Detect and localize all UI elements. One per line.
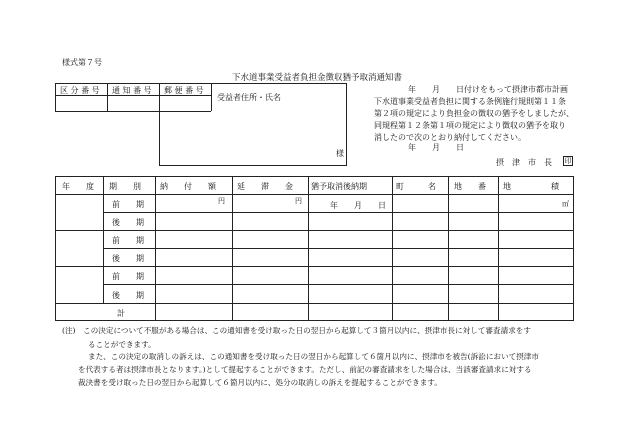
notice-line-1: 年 月 日付けをもって摂津市都市計画 [408,85,568,94]
notice-date: 年 月 日 [408,143,464,152]
period-row-1: 前 期 [112,200,144,209]
note-line-2: ることができます。 [88,340,156,349]
unit-yen-payment: 円 [218,197,225,205]
recipient-label: 受益者住所・氏名 [217,93,281,102]
notice-line-2: 下水道事業受益者負担に関する条例施行規則第１１条 [374,97,566,106]
header-postal-code: 郵 便 番 号 [164,86,204,95]
col-header-payment: 納 付 額 [160,182,216,191]
header-notice-number: 通 知 番 号 [112,86,152,95]
note-line-4: を代表する者は摂津市長となります。)として提起することができます。ただし、前記の審査請求をした場合は、当該審査請求に対する [78,365,532,374]
honorific-sama: 様 [336,149,344,158]
official-seal: 印 [564,157,572,165]
notice-line-5: 消したので次のとおり納付してください。 [374,133,526,142]
period-row-6: 後 期 [112,291,144,300]
period-row-5: 前 期 [112,272,144,281]
period-row-4: 後 期 [112,254,144,263]
note-line-3: また、この決定の取消しの訴えは、この通知書を受け取った日の翌日から起算して６箇月以内に、摂津市を被告(訴訟において摂津市 [88,352,539,361]
note-line-5: 裁決書を受け取った日の翌日から起算して６箇月以内に、処分の取消しの訴えを提起することができます。 [78,378,442,387]
notice-line-4: 同規程第１２条第１項の規定により徴収の猶予を取り [374,121,566,130]
period-row-3: 前 期 [112,236,144,245]
col-header-area: 地 積 [503,182,559,191]
col-header-period: 期 別 [109,182,141,191]
notice-line-3: 第２項の規定により負担金の徴収の猶予をしましたが、 [374,109,574,118]
col-header-year: 年 度 [62,182,94,191]
col-header-late-fee: 延 滞 金 [237,182,293,191]
form-number: 様式第７号 [62,58,102,67]
page-title: 下水道事業受益者負担金徴収猶予取消通知書 [232,73,403,83]
unit-area: ㎡ [562,200,569,208]
note-line-1: (注) この決定について不服がある場合は、この通知書を受け取った日の翌日から起算して３箇月以内に、摂津市長に対して審査請求をす [62,326,531,335]
col-header-town: 町 名 [396,182,436,191]
col-header-due-date: 猶予取消後納期 [311,182,367,191]
issuer-name: 摂 津 市 長 [496,158,552,167]
period-row-2: 後 期 [112,218,144,227]
total-label: 計 [117,309,125,318]
header-kubun-number: 区 分 番 号 [60,86,100,95]
col-header-lot-number: 地 番 [454,182,486,191]
due-date-placeholder: 年 月 日 [330,201,386,210]
unit-yen-late-fee: 円 [295,197,302,205]
